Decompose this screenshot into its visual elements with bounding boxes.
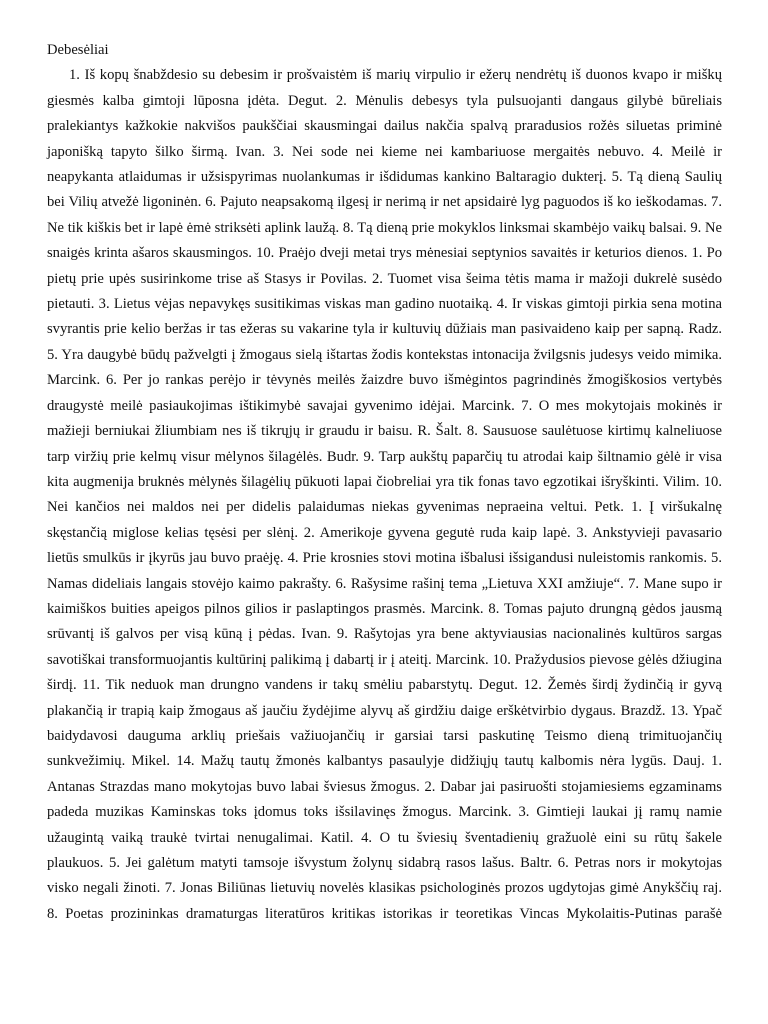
- document-title: Debesėliai: [47, 42, 109, 58]
- document-page: [47, 38, 722, 927]
- document-body-text: 1. Iš kopų šnabždesio su debesim ir prošvaistėm iš marių virpulio ir ežerų nendrėtų iš duonos kvapo ir miškų giesmės kalba gimtoji lūposna įdėta. Degut. 2. Mėnulis debesys tyla pulsuojanti dangaus gilybė būreliais pralekiantys kažkokie nakvišos paukščiai skausmingai dailus nakčia spalvą praradusios rožės siluetas priminė japonišką tapyto šilko širmą. Ivan. 3. Nei sode nei kieme nei kambariuose mergaitės nebuvo. 4. Meilė ir neapykanta atlaidumas ir užsispyrimas nuolankumas ir išdidumas kankino Baltaragio dukterį. 5. Tą dieną Saulių bei Vilių atvežė ligoninėn. 6. Pajuto neapsakomą ilgesį ir nerimą ir net apsidairė lyg paguodos iš ko ieškodamas. 7. Ne tik kiškis bet ir lapė ėmė striksėti aplink laužą. 8. Tą dieną prie mokyklos linksmai skambėjo vaikų balsai. 9. Ne snaigės krinta ašaros skausmingos. 10. Praėjo dveji metai trys mėnesiai septynios savaitės ir keturios dienos. 1. Po pietų prie upės susirinkome trise aš Stasys ir Povilas. 2. Tuomet visa šeima tėtis mama ir mažoji dukrelė susėdo pietauti. 3. Lietus vėjas nepavykęs susitikimas viskas man gadino nuotaiką. 4. Ir viskas gimtoji pirkia sena motina svyrantis prie kelio beržas ir tas ežeras su vakarine tyla ir kultuvių dūžiais man pasivaideno kaip per sapną. Radz. 5. Yra daugybė būdų pažvelgti į žmogaus sielą ištartas žodis kontekstas intonacija žvilgsnis judesys veido mimika. Marcink. 6. Per jo rankas perėjo ir tėvynės meilės žaizdre buvo išmėgintos pagrindinės žmogiškosios vertybės draugystė meilė pasiaukojimas ištikimybė savajai gyvenimo idėjai. Marcink. 7. O mes mokytojais mokinės ir mažieji berniukai žliumbiam nes iš tikrųjų ir graudu ir baisu. R. Šalt. 8. Sausuose saulėtuose kirtimų kalneliuose tarp viržių prie kelmų visur mėlynos šilagėlės. Budr. 9. Tarp aukštų paparčių tu atrodai kaip šiltnamio gėlė ir visa kita augmenija bruknės mėlynės šilagėlių pūkuoti lapai čiobreliai yra tik fonas tavo egzotikai išryškinti. Vilim. 10. Nei kančios nei maldos nei per didelis palaidumas niekas gyvenimas nepraeina veltui. Petk. 1. Į viršukalnę skęstančią miglose kelias tęsėsi per slėnį. 2. Amerikoje gyvena gegutė ruda kaip lapė. 3. Ankstyvieji pavasario lietūs smulkūs ir įkyrūs jau buvo praėję. 4. Prie krosnies stovi motina išbalusi išsigandusi nuleistomis rankomis. 5. Namas dideliais langais stovėjo kaimo pakrašty. 6. Rašysime rašinį tema „Lietuva XXI amžiuje“. 7. Mane supo ir kaimiškos buities apeigos pilnos gilios ir paslaptingos prasmės. Marcink. 8. Tomas pajuto drungną gėdos jausmą srūvantį iš galvos per visą kūną į pėdas. Ivan. 9. Rašytojas yra bene aktyviausias nacionalinės kultūros sargas savotiškai transformuojantis kultūrinį palikimą į dabartį ir į ateitį. Marcink. 10. Pražydusios pievose gėlės džiugina širdį. 11. Tik neduok man drungno vandens ir takų smėliu pabarstytų. Degut. 12. Žemės širdį žydinčią ir gyvą plakančią ir trapią kaip žmogaus aš jaučiu žydėjime alyvų aš girdžiu daige erškėtvirbio dygaus. Brazdž. 13. Ypač baidydavosi dauguma arklių priešais važiuojančių ir garsiai tarsi paskutinę Teismo dieną trimituojančių sunkvežimių. Mikel. 14. Mažų tautų žmonės kalbantys pasaulyje didžiųjų tautų kalbomis nėra lygūs. Dauj. 1. Antanas Strazdas mano mokytojas buvo labai šviesus žmogus. 2. Dabar jai pasiruošti stojamiesiems egzaminams padeda muzikas Kaminskas toks įdomus toks išsilavinęs žmogus. Marcink. 3. Gimtieji laukai jį ramų namie užaugintą vaiką traukė tvirtai nenugalimai. Katil. 4. O tu šviesių šventadienių gražuolė eini su rūtų šakele plaukuos. 5. Jei galėtum matyti tamsoje išvystum žolynų sidabrą rasos lašus. Baltr. 6. Petras nors ir mokytojas visko negali žinoti. 7. Jonas Biliūnas lietuvių novelės klasikas psichologinės prozos ugdytojas gimė Anykščių raj. 8. Poetas prozininkas dramaturgas literatūros kritikas istorikas ir teoretikas Vincas Mykolaitis-Putinas parašė: [47, 67, 722, 922]
